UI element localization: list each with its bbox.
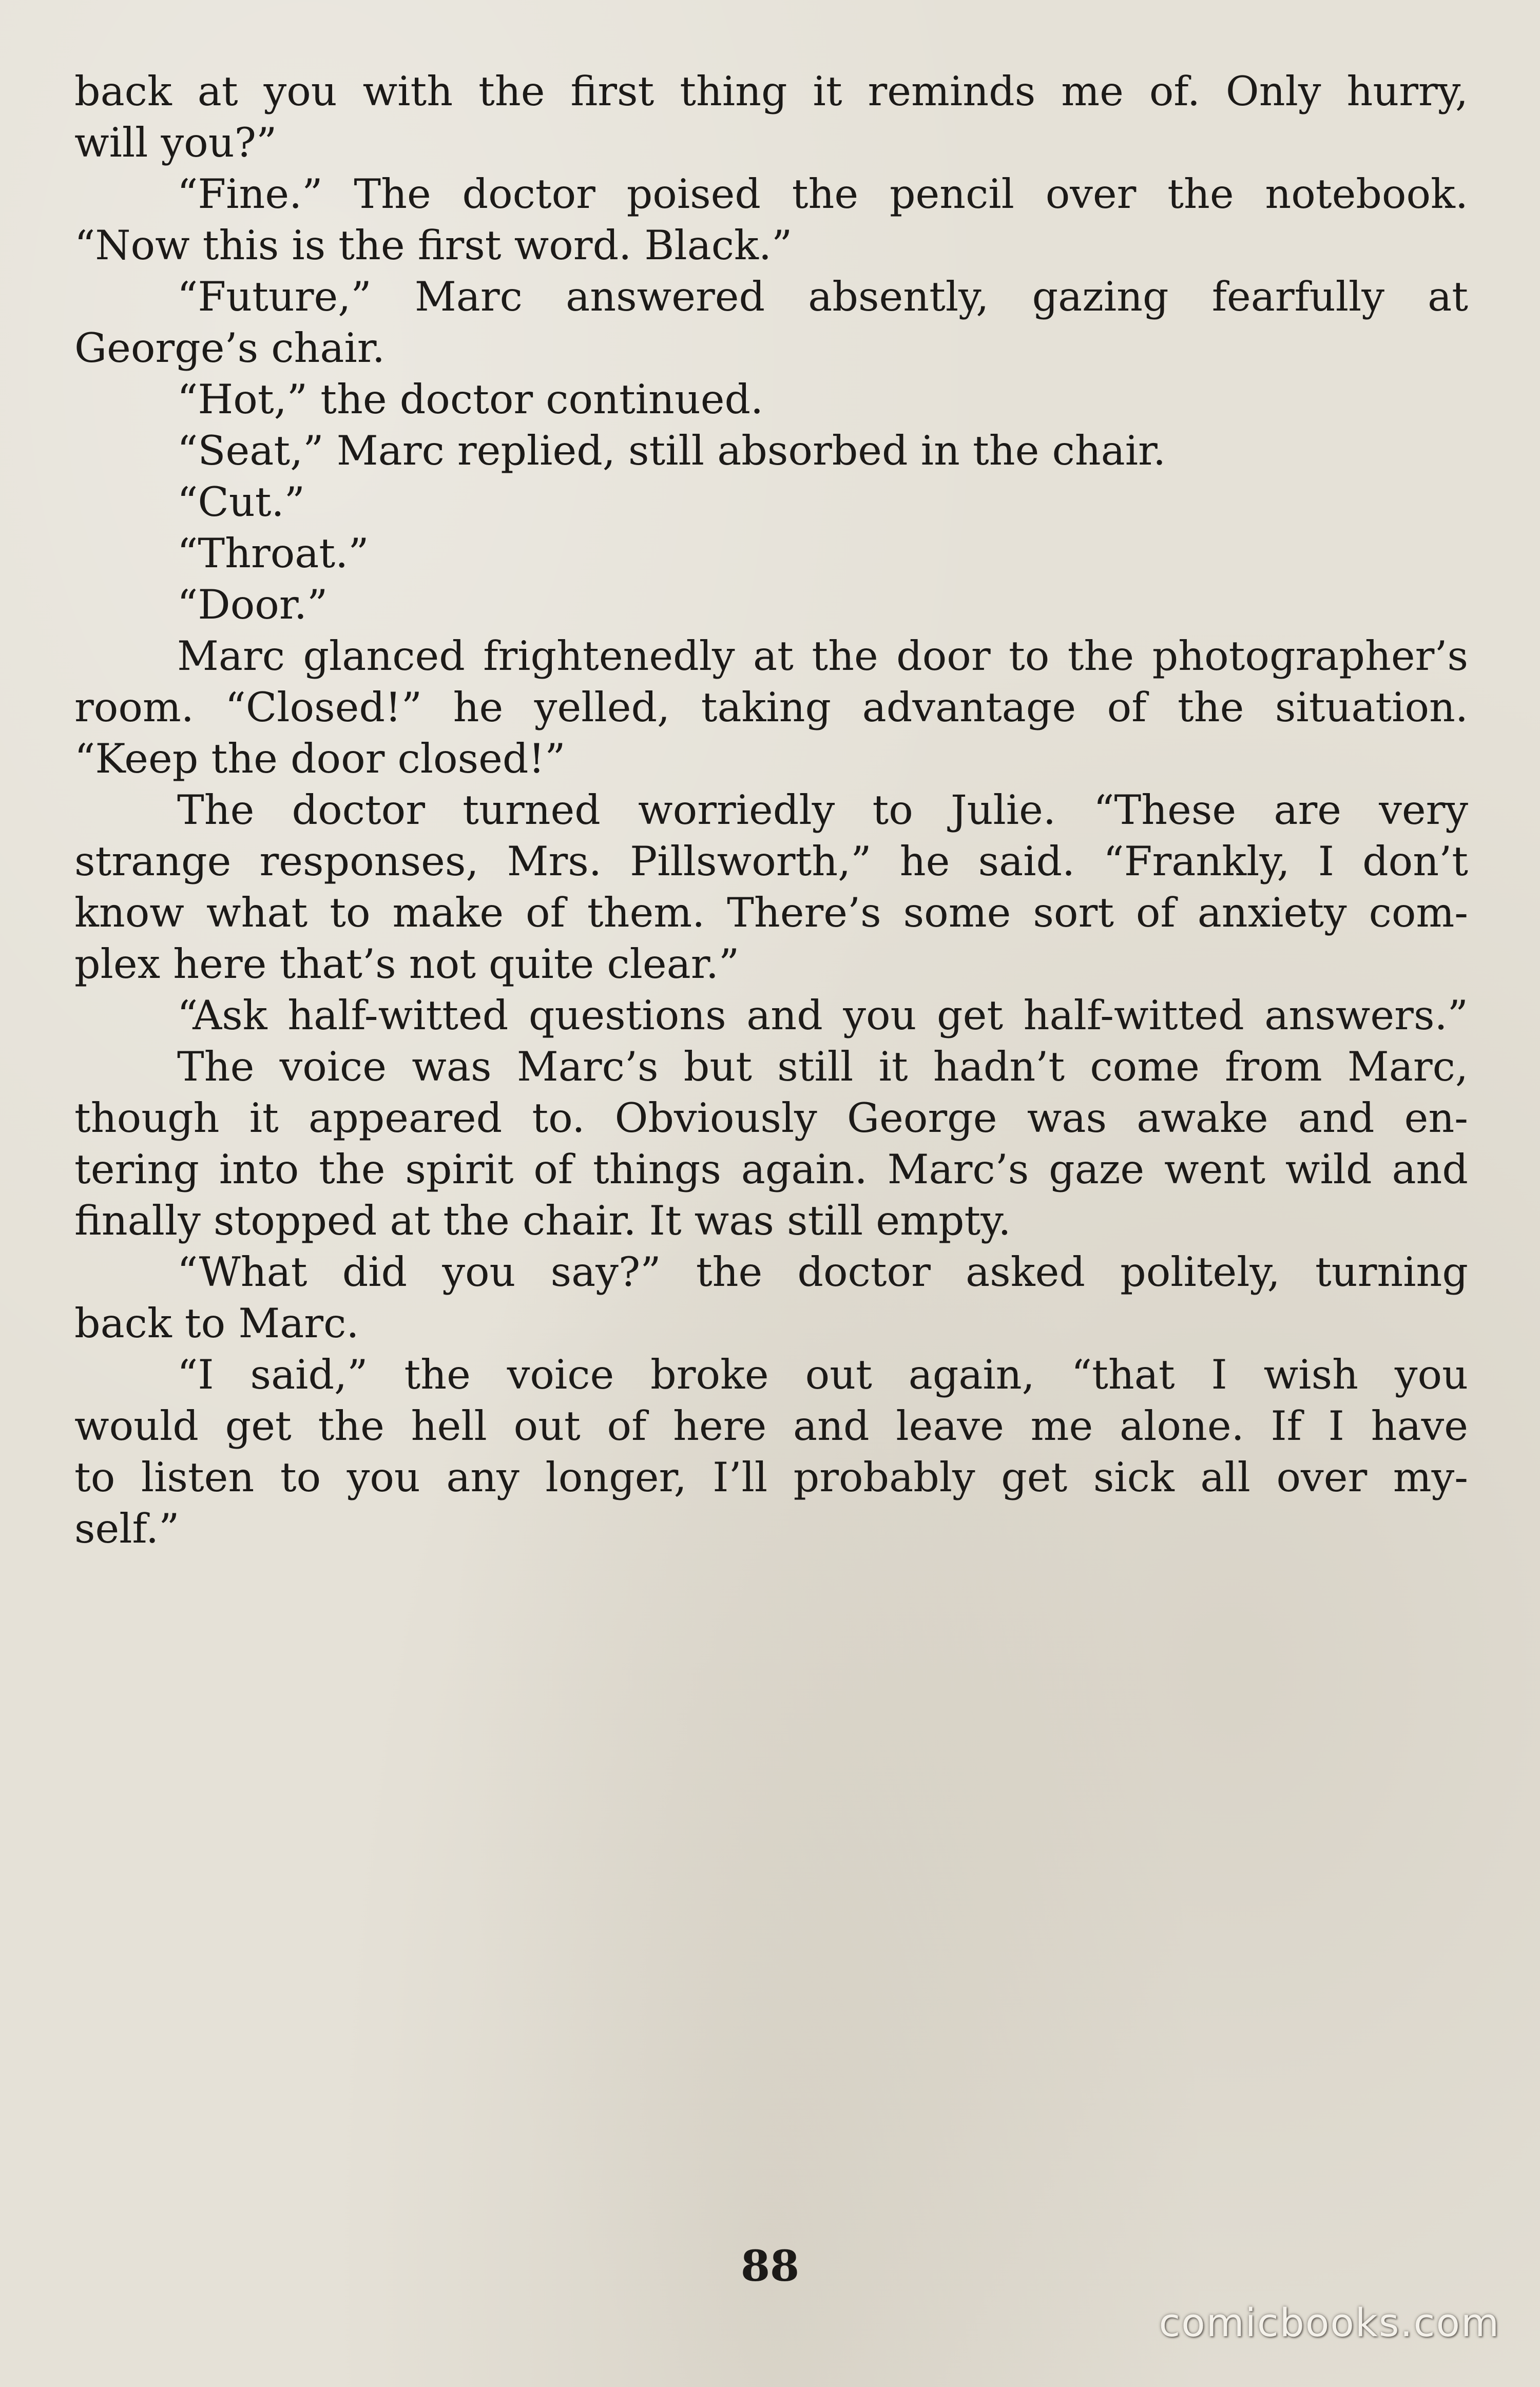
page-number: 88 [740, 2242, 800, 2291]
text-line: “Seat,” Marc replied, still absorbed in the chair. [177, 427, 1166, 474]
text-line: strange responses, Mrs. Pillsworth,” he said. “Frankly, I don’t [74, 838, 1468, 885]
text-line: will you?” [74, 119, 277, 166]
text-line: though it appeared to. Obviously George was awake and en- [74, 1094, 1468, 1142]
text-line: “Hot,” the doctor continued. [177, 376, 764, 423]
text-line: “Cut.” [177, 478, 305, 526]
text-line: “Keep the door closed!” [74, 735, 566, 782]
text-line: “Now this is the first word. Black.” [74, 222, 793, 269]
text-line: George’s chair. [74, 324, 385, 372]
text-line: The doctor turned worriedly to Julie. “These are very [177, 786, 1468, 834]
text-line: room. “Closed!” he yelled, taking advantage of the situation. [74, 684, 1468, 731]
site-watermark: comicbooks.com [1159, 2300, 1500, 2345]
text-line: “Door.” [177, 581, 328, 628]
text-line: “What did you say?” the doctor asked politely, turning [177, 1248, 1468, 1296]
text-line: plex here that’s not quite clear.” [74, 940, 740, 988]
text-line: “Ask half-witted questions and you get half-witted answers.” [177, 992, 1468, 1039]
text-line: would get the hell out of here and leave me alone. If I have [74, 1402, 1468, 1450]
text-line: back at you with the first thing it reminds me of. Only hurry, [74, 68, 1468, 115]
text-line: “I said,” the voice broke out again, “that I wish you [177, 1351, 1468, 1398]
text-line: The voice was Marc’s but still it hadn’t come from Marc, [177, 1043, 1468, 1090]
text-line: finally stopped at the chair. It was still empty. [74, 1197, 1011, 1244]
text-line: “Future,” Marc answered absently, gazing fearfully at [177, 273, 1468, 320]
page-body-text [74, 66, 1468, 1554]
text-line: Marc glanced frightenedly at the door to the photographer’s [177, 632, 1468, 680]
text-line: tering into the spirit of things again. Marc’s gaze went wild and [74, 1146, 1468, 1193]
text-line: “Throat.” [177, 530, 369, 577]
text-line: self.” [74, 1505, 180, 1552]
text-line: know what to make of them. There’s some sort of anxiety com- [74, 889, 1468, 936]
text-line: to listen to you any longer, I’ll probably get sick all over my- [74, 1454, 1468, 1501]
text-line: back to Marc. [74, 1300, 359, 1347]
text-line: “Fine.” The doctor poised the pencil over the notebook. [177, 170, 1468, 218]
